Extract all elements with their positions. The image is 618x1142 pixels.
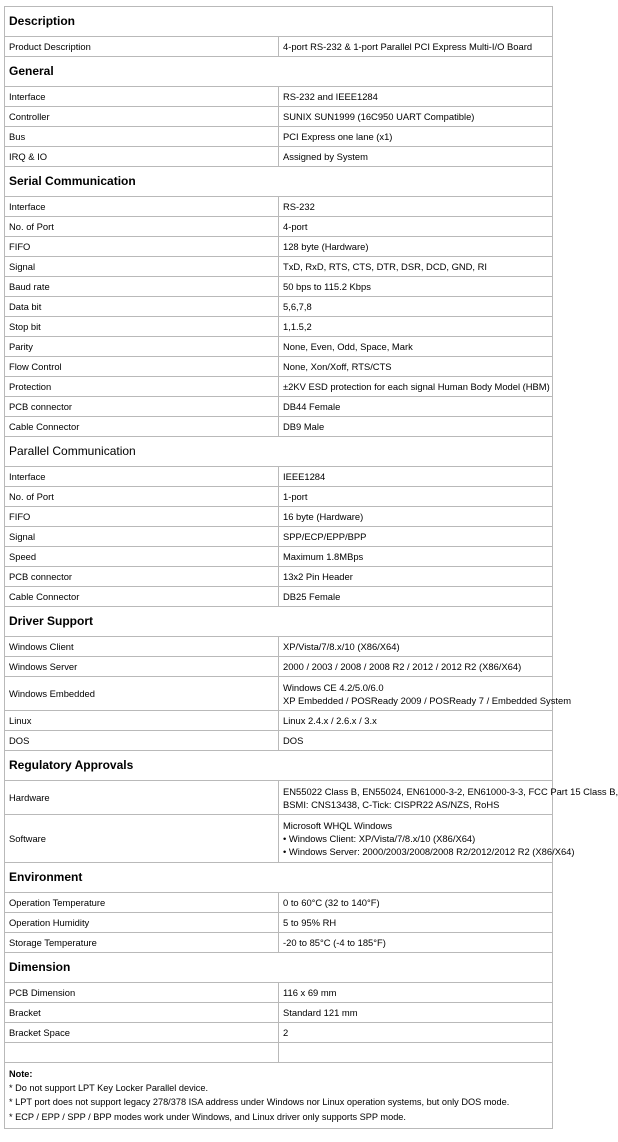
spec-row-operation-temperature	[5, 893, 553, 913]
spec-value	[279, 297, 553, 317]
spec-label: Interface	[5, 87, 279, 107]
spec-value	[279, 893, 553, 913]
note-row	[5, 1063, 553, 1129]
spec-row-cable-connector	[5, 417, 553, 437]
spec-value	[279, 507, 553, 527]
spec-value-line: PCI Express one lane (x1)	[283, 131, 393, 142]
spec-value-line: 50 bps to 115.2 Kbps	[283, 281, 371, 292]
spec-value-line: SPP/ECP/EPP/BPP	[283, 531, 367, 542]
spec-value-line: 128 byte (Hardware)	[283, 241, 369, 252]
spec-row-storage-temperature	[5, 933, 553, 953]
spec-row-windows-client	[5, 637, 553, 657]
spec-label	[5, 1043, 279, 1063]
spec-row-no-of-port	[5, 217, 553, 237]
spec-label: Linux	[5, 711, 279, 731]
spec-value	[279, 637, 553, 657]
spec-table-body	[5, 7, 618, 1129]
spec-value-line: None, Xon/Xoff, RTS/CTS	[283, 361, 392, 372]
spec-value	[279, 197, 553, 217]
spec-value-line: DB44 Female	[283, 401, 341, 412]
spec-label: Bracket	[5, 1003, 279, 1023]
spec-value-line: 13x2 Pin Header	[283, 571, 353, 582]
spec-label: Bracket Space	[5, 1023, 279, 1043]
note-line: * ECP / EPP / SPP / BPP modes work under Windows, and Linux driver only supports SPP mode.	[9, 1111, 406, 1122]
spec-label: Windows Server	[5, 657, 279, 677]
spec-row-no-of-port	[5, 487, 553, 507]
spec-row-protection	[5, 377, 553, 397]
spec-row-speed	[5, 547, 553, 567]
spec-value-line: 4-port	[283, 221, 308, 232]
spec-value-line: IEEE1284	[283, 471, 326, 482]
section-header-dimension	[5, 953, 553, 983]
spec-value	[279, 731, 553, 751]
spec-row-software	[5, 815, 553, 863]
spec-row-cable-connector	[5, 587, 553, 607]
spec-value	[279, 237, 553, 257]
spec-value	[279, 711, 553, 731]
spec-label: Operation Humidity	[5, 913, 279, 933]
spec-value-line: SUNIX SUN1999 (16C950 UART Compatible)	[283, 111, 475, 122]
section-title: General	[5, 57, 553, 87]
spec-label: Cable Connector	[5, 417, 279, 437]
spec-label: Software	[5, 815, 279, 863]
section-title: Regulatory Approvals	[5, 751, 553, 781]
spec-value-line: RS-232 and IEEE1284	[283, 91, 378, 102]
spec-value	[279, 87, 553, 107]
note-title: Note:	[9, 1069, 33, 1079]
spec-row-windows-embedded	[5, 677, 553, 711]
spec-label: Protection	[5, 377, 279, 397]
spec-value	[279, 527, 553, 547]
spec-label: Interface	[5, 467, 279, 487]
spec-row-interface	[5, 197, 553, 217]
spec-label: Signal	[5, 257, 279, 277]
section-header-environment	[5, 863, 553, 893]
spec-label: Signal	[5, 527, 279, 547]
spec-value-line: BSMI: CNS13438, C-Tick: CISPR22 AS/NZS, RoHS	[283, 798, 500, 810]
spec-label: Interface	[5, 197, 279, 217]
spec-value-line: None, Even, Odd, Space, Mark	[283, 341, 413, 352]
note-line: * Do not support LPT Key Locker Parallel device.	[9, 1083, 208, 1094]
spec-row-parity	[5, 337, 553, 357]
spec-value-line: 1,1.5,2	[283, 321, 312, 332]
spec-value	[279, 357, 553, 377]
spec-label: Baud rate	[5, 277, 279, 297]
spec-row-signal	[5, 527, 553, 547]
section-title: Driver Support	[5, 607, 553, 637]
spec-value-line: • Windows Server: 2000/2003/2008/2008 R2/2012/2012 R2 (X86/X64)	[283, 846, 575, 857]
spec-value-line: 5 to 95% RH	[283, 917, 337, 928]
spec-row-dos	[5, 731, 553, 751]
section-header-serial-communication	[5, 167, 553, 197]
spec-value-line: 4-port RS-232 & 1-port Parallel PCI Express Multi-I/O Board	[283, 41, 533, 52]
spec-value-line: DOS	[283, 735, 304, 746]
spec-value-line: XP Embedded / POSReady 2009 / POSReady 7 / Embedded System	[283, 694, 572, 706]
spec-label: Controller	[5, 107, 279, 127]
spec-table	[4, 6, 618, 1129]
spec-value-line: 16 byte (Hardware)	[283, 511, 364, 522]
spec-value-line: 0 to 60°C (32 to 140°F)	[283, 897, 380, 908]
spec-value	[279, 933, 553, 953]
spec-value-line: Windows CE 4.2/5.0/6.0	[283, 681, 384, 693]
section-header-parallel-communication	[5, 437, 553, 467]
spec-row-fifo	[5, 237, 553, 257]
spec-label: Windows Embedded	[5, 677, 279, 711]
spec-value-line: Assigned by System	[283, 151, 368, 162]
spec-label: No. of Port	[5, 487, 279, 507]
spec-value-line: RS-232	[283, 201, 315, 212]
spec-row-pcb-connector	[5, 567, 553, 587]
spec-value-line: DB25 Female	[283, 591, 341, 602]
spec-label: DOS	[5, 731, 279, 751]
spec-value	[279, 337, 553, 357]
spec-row-irq-io	[5, 147, 553, 167]
spec-label: Cable Connector	[5, 587, 279, 607]
spec-label: Storage Temperature	[5, 933, 279, 953]
spec-value-line: DB9 Male	[283, 421, 325, 432]
spec-label: PCB connector	[5, 397, 279, 417]
spec-label: Flow Control	[5, 357, 279, 377]
spec-value-line: 5,6,7,8	[283, 301, 312, 312]
spec-value	[279, 781, 618, 815]
spec-value-line: Maximum 1.8MBps	[283, 551, 364, 562]
spec-row-signal	[5, 257, 553, 277]
spec-row-operation-humidity	[5, 913, 553, 933]
spec-value	[279, 277, 553, 297]
spec-row-bus	[5, 127, 553, 147]
spec-row-bracket	[5, 1003, 553, 1023]
spec-label: IRQ & IO	[5, 147, 279, 167]
spec-label: FIFO	[5, 507, 279, 527]
section-title: Environment	[5, 863, 553, 893]
spec-value	[279, 147, 553, 167]
spec-row-interface	[5, 467, 553, 487]
spec-value	[279, 1023, 553, 1043]
spec-value	[279, 107, 553, 127]
spec-label: FIFO	[5, 237, 279, 257]
spec-row-hardware	[5, 781, 553, 815]
spec-value	[279, 217, 553, 237]
spec-value	[279, 1003, 553, 1023]
spec-label: Speed	[5, 547, 279, 567]
spec-value	[279, 567, 553, 587]
spec-value	[279, 983, 553, 1003]
section-header-regulatory-approvals	[5, 751, 553, 781]
section-header-description	[5, 7, 553, 37]
spec-row-interface	[5, 87, 553, 107]
spec-value	[279, 467, 553, 487]
spec-value-line: 1-port	[283, 491, 308, 502]
spec-value-line: XP/Vista/7/8.x/10 (X86/X64)	[283, 641, 400, 652]
spec-value	[279, 37, 553, 57]
spec-row-flow-control	[5, 357, 553, 377]
spec-value	[279, 417, 553, 437]
section-title: Parallel Communication	[5, 437, 553, 467]
spec-value	[279, 815, 575, 863]
spec-label: PCB connector	[5, 567, 279, 587]
spec-label: Stop bit	[5, 317, 279, 337]
spec-value	[279, 1043, 553, 1063]
spec-value-line: • Windows Client: XP/Vista/7/8.x/10 (X86/X64)	[283, 833, 476, 844]
spec-value	[279, 657, 553, 677]
note-cell	[5, 1063, 553, 1129]
spec-row-fifo	[5, 507, 553, 527]
spec-label: Data bit	[5, 297, 279, 317]
section-header-general	[5, 57, 553, 87]
spec-value-line: 2	[283, 1027, 289, 1038]
spec-value	[279, 257, 553, 277]
spec-value	[279, 487, 553, 507]
spec-label: Bus	[5, 127, 279, 147]
note-line: * LPT port does not support legacy 278/378 ISA address under Windows nor Linux operation systems, but only DOS mode.	[9, 1097, 510, 1108]
spec-row-pcb-connector	[5, 397, 553, 417]
spec-value	[279, 677, 572, 711]
spec-value	[279, 377, 553, 397]
section-title: Description	[5, 7, 553, 37]
spec-value-line: ±2KV ESD protection for each signal Human Body Model (HBM)	[283, 381, 550, 392]
spec-row-stop-bit	[5, 317, 553, 337]
spec-value	[279, 397, 553, 417]
spec-label: Parity	[5, 337, 279, 357]
section-header-driver-support	[5, 607, 553, 637]
section-title: Dimension	[5, 953, 553, 983]
spec-label: No. of Port	[5, 217, 279, 237]
spec-row-linux	[5, 711, 553, 731]
spec-value	[279, 127, 553, 147]
spec-value-line: 2000 / 2003 / 2008 / 2008 R2 / 2012 / 2012 R2 (X86/X64)	[283, 661, 522, 672]
spec-value-line: EN55022 Class B, EN55024, EN61000-3-2, EN61000-3-3, FCC Part 15 Class B,	[283, 785, 618, 797]
spec-value-line: Standard 121 mm	[283, 1007, 358, 1018]
spec-row-pcb-dimension	[5, 983, 553, 1003]
spec-label: Windows Client	[5, 637, 279, 657]
spec-value	[279, 547, 553, 567]
spec-value	[279, 587, 553, 607]
spec-row-data-bit	[5, 297, 553, 317]
spec-value-line: Linux 2.4.x / 2.6.x / 3.x	[283, 715, 377, 726]
spec-row-bracket-space	[5, 1023, 553, 1043]
spec-label: Product Description	[5, 37, 279, 57]
spec-row-blank	[5, 1043, 553, 1063]
spec-value-line: Microsoft WHQL Windows	[283, 820, 393, 831]
spec-label: Hardware	[5, 781, 279, 815]
spec-label: PCB Dimension	[5, 983, 279, 1003]
spec-value	[279, 913, 553, 933]
spec-label: Operation Temperature	[5, 893, 279, 913]
spec-row-baud-rate	[5, 277, 553, 297]
spec-value-line: 116 x 69 mm	[283, 987, 337, 998]
spec-value-line: TxD, RxD, RTS, CTS, DTR, DSR, DCD, GND, RI	[283, 261, 487, 272]
spec-value	[279, 317, 553, 337]
spec-row-controller	[5, 107, 553, 127]
spec-row-product-description	[5, 37, 553, 57]
section-title: Serial Communication	[5, 167, 553, 197]
spec-value-line: -20 to 85°C (-4 to 185°F)	[283, 937, 386, 948]
spec-row-windows-server	[5, 657, 553, 677]
